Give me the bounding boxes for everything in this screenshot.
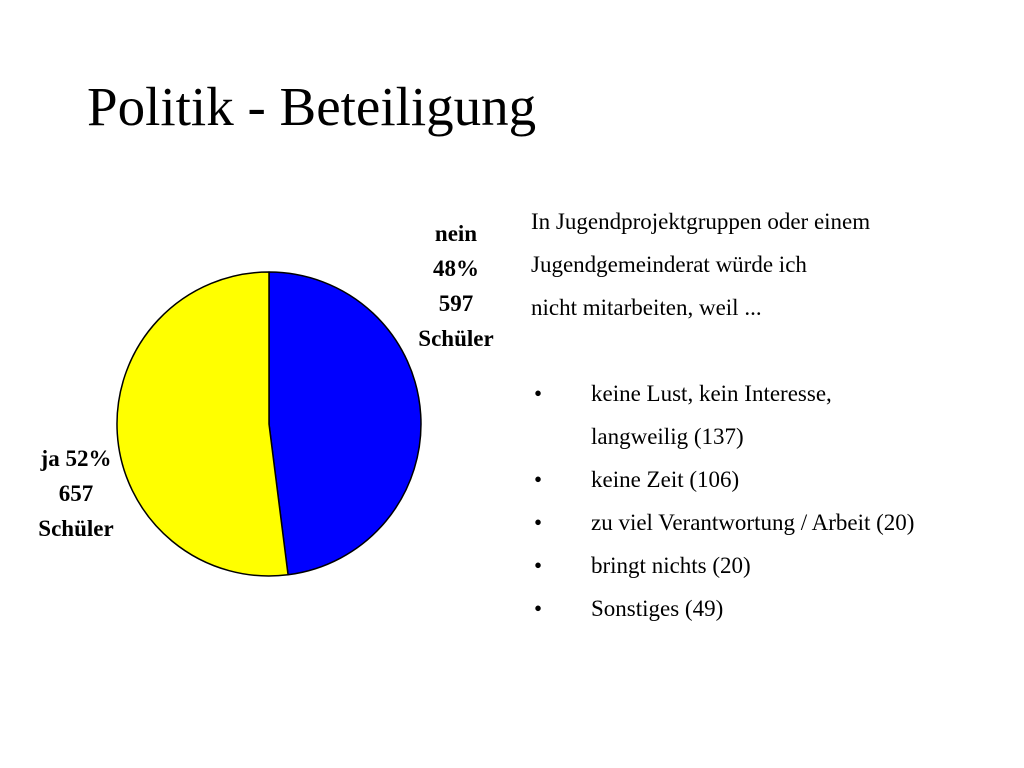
slice-label-nein-line: nein [434, 221, 478, 246]
bullet: • [534, 510, 543, 535]
slice-label-nein [400, 216, 512, 356]
reason-line: keine Zeit (106) [591, 467, 740, 492]
slice-label-ja-line: Schüler [38, 516, 114, 541]
pie-slice-nein [269, 272, 421, 575]
intro-line: In Jugendprojektgruppen oder einem [531, 209, 871, 234]
slice-label-nein-line: 48% [433, 256, 479, 281]
reason-line: keine Lust, kein Interesse, [591, 381, 832, 406]
pie-slice-ja [117, 272, 288, 576]
reason-item [531, 458, 1011, 501]
reason-text [591, 501, 1011, 544]
reason-item [531, 501, 1011, 544]
slice-label-nein-line: 597 [438, 291, 474, 316]
slice-label-ja [20, 441, 132, 546]
reason-item [531, 544, 1011, 587]
reason-item [531, 587, 1011, 630]
slice-label-ja-line: ja 52% [40, 446, 112, 471]
reason-line: zu viel Verantwortung / Arbeit (20) [591, 510, 915, 535]
reason-line: langweilig (137) [591, 424, 744, 449]
intro-line: Jugendgemeinderat würde ich [531, 252, 807, 277]
intro-text [531, 200, 1011, 329]
slice-label-nein-line: Schüler [418, 326, 494, 351]
bullet: • [534, 467, 543, 492]
intro-line: nicht mitarbeiten, weil ... [531, 295, 762, 320]
slice-label-ja-line: 657 [58, 481, 94, 506]
slide-title: Politik - Beteiligung [87, 76, 537, 137]
reason-item [531, 372, 1011, 458]
reason-text [591, 458, 1011, 501]
bullet: • [534, 381, 543, 406]
reason-line: bringt nichts (20) [591, 553, 751, 578]
reasons-text-block [531, 200, 1011, 630]
bullet: • [534, 553, 543, 578]
bullet: • [534, 596, 543, 621]
reason-text [591, 544, 1011, 587]
reason-line: Sonstiges (49) [591, 596, 724, 621]
reason-text [591, 587, 1011, 630]
reason-text [591, 372, 1011, 458]
